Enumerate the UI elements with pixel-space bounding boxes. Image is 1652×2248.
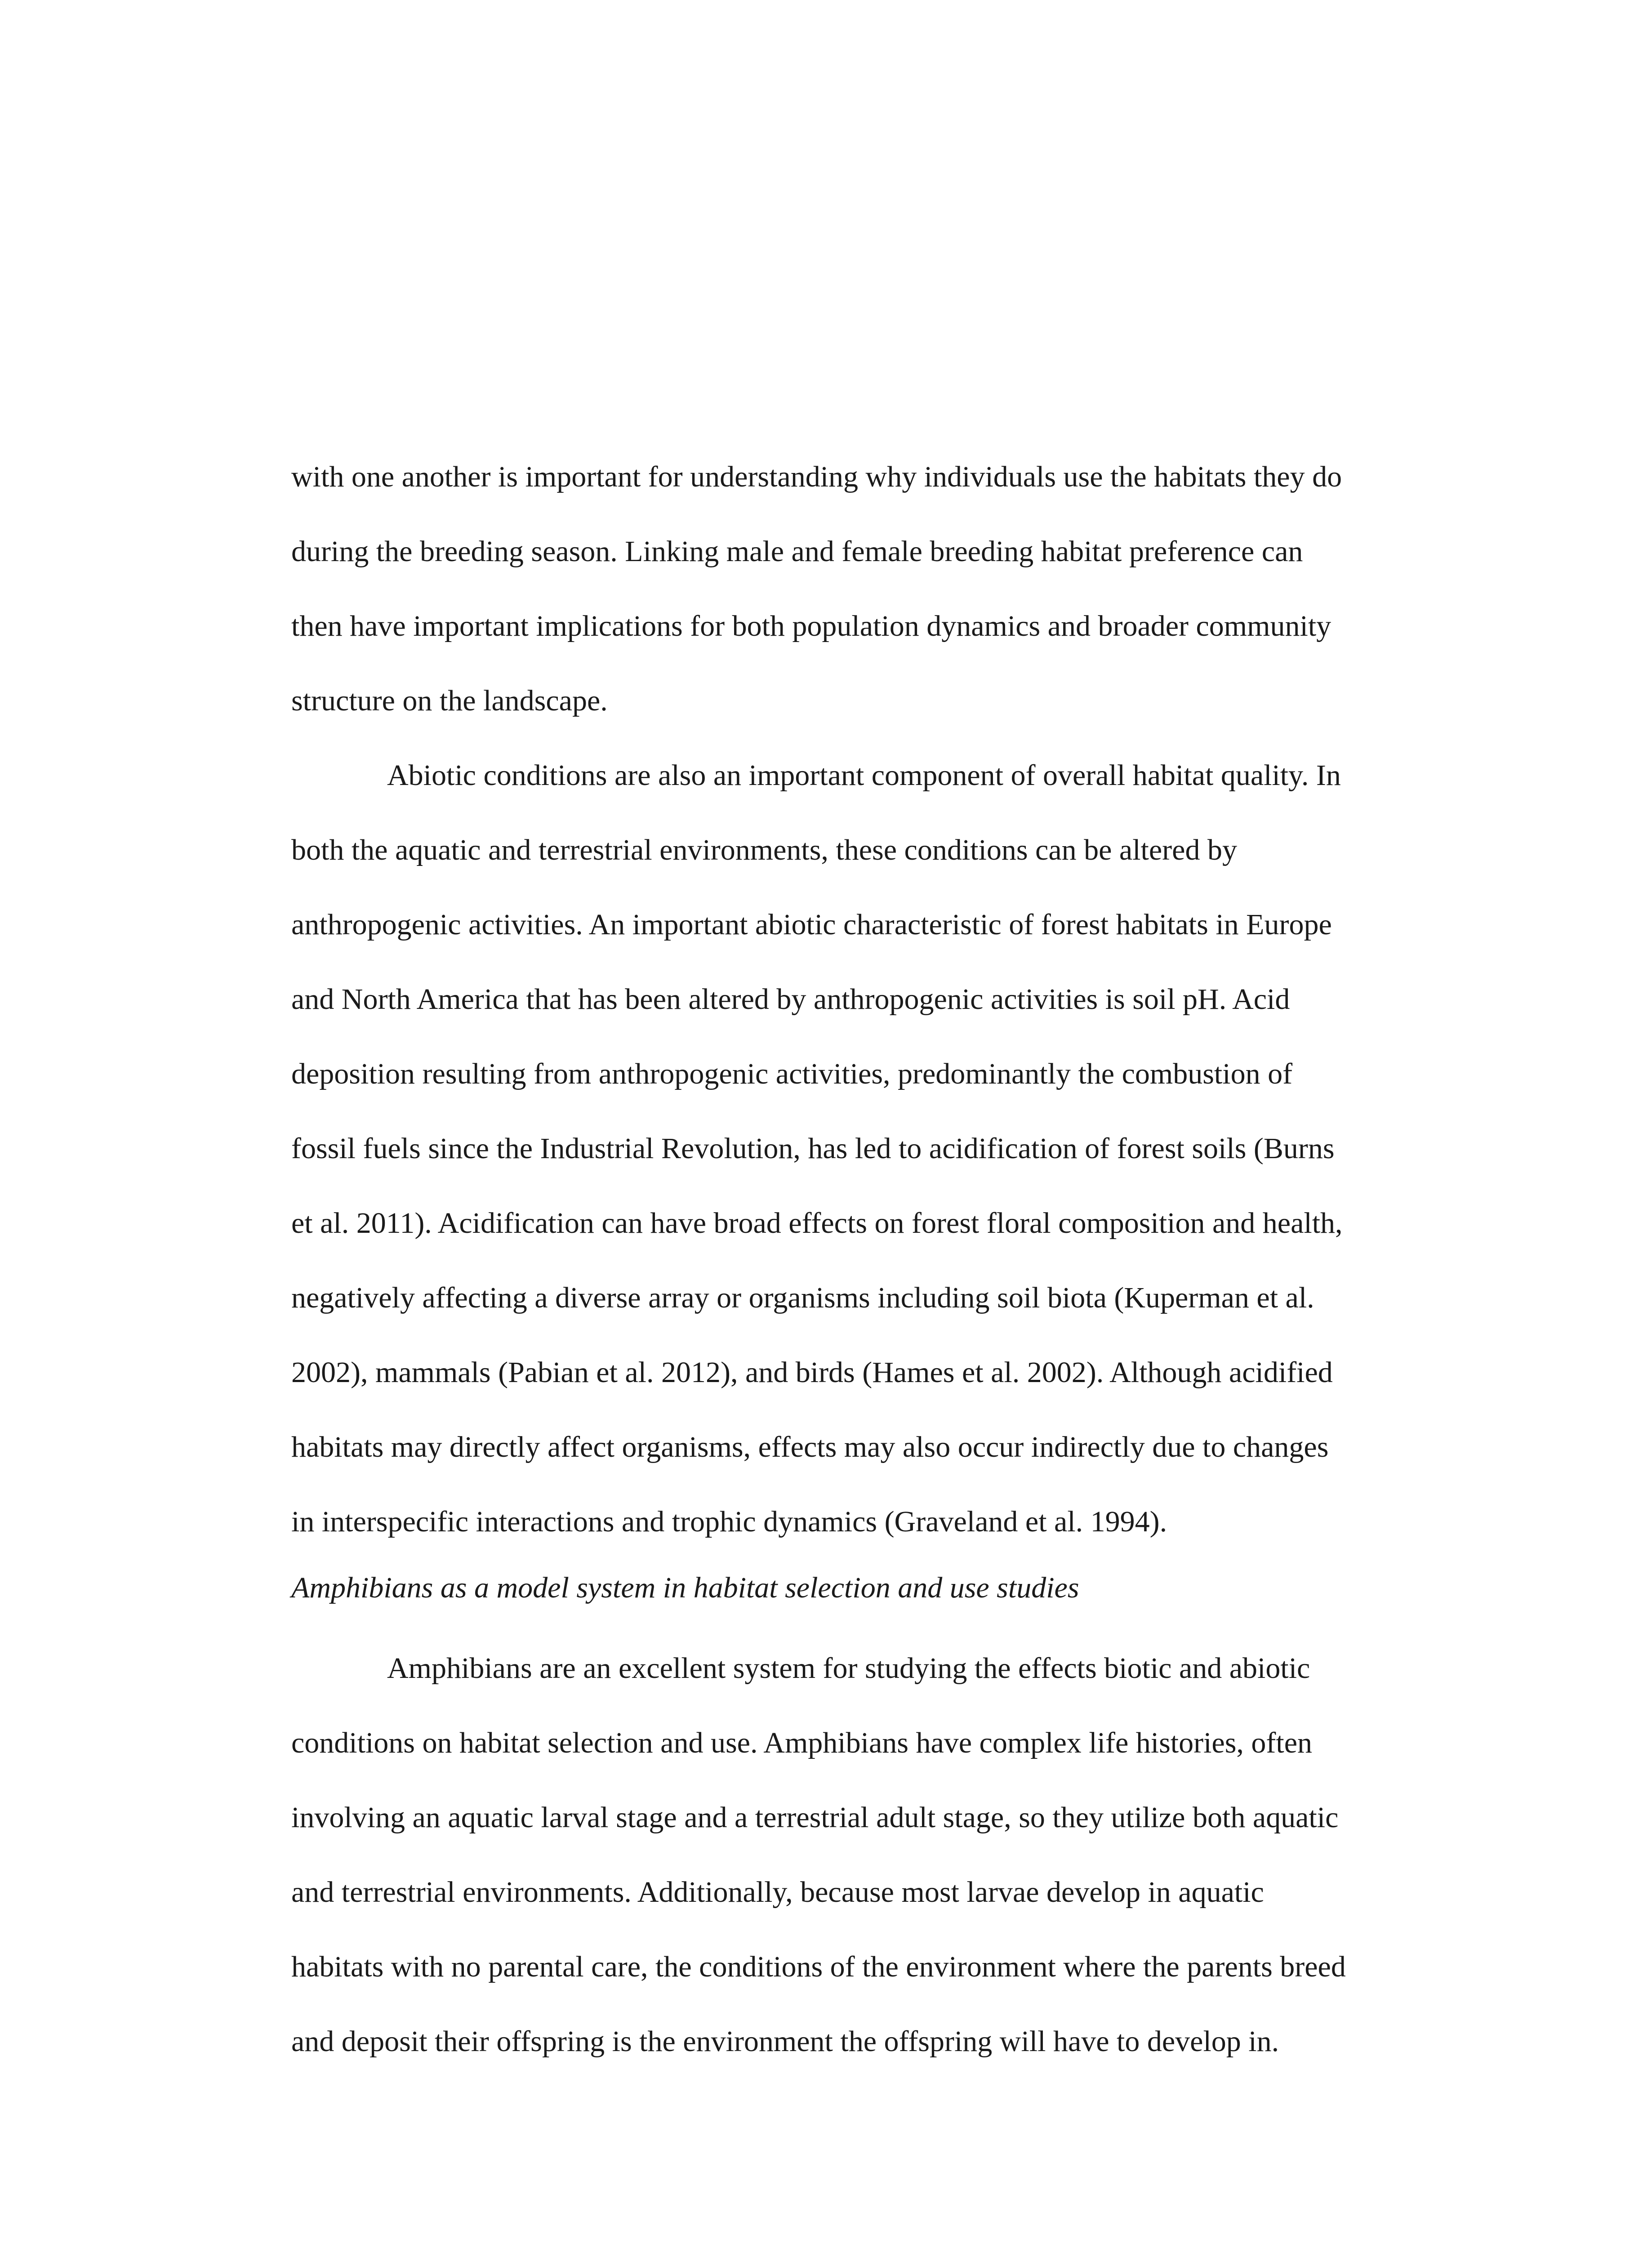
text-line: et al. 2011). Acidification can have broad effects on forest floral composition and health, xyxy=(291,1207,1343,1240)
paragraph-first-line: Amphibians are an excellent system for studying the effects biotic and abiotic xyxy=(387,1652,1310,1685)
text-line: with one another is important for understanding why individuals use the habitats they do xyxy=(291,460,1342,493)
section-heading: Amphibians as a model system in habitat selection and use studies xyxy=(291,1571,1079,1604)
text-line: and deposit their offspring is the environment the offspring will have to develop in. xyxy=(291,2025,1279,2058)
text-line: and North America that has been altered by anthropogenic activities is soil pH. Acid xyxy=(291,983,1290,1016)
text-line: anthropogenic activities. An important abiotic characteristic of forest habitats in Europe xyxy=(291,908,1332,941)
text-line: in interspecific interactions and trophic dynamics (Graveland et al. 1994). xyxy=(291,1505,1167,1538)
text-line: fossil fuels since the Industrial Revolution, has led to acidification of forest soils (Burns xyxy=(291,1132,1335,1165)
text-line: both the aquatic and terrestrial environments, these conditions can be altered by xyxy=(291,834,1237,866)
text-line: during the breeding season. Linking male and female breeding habitat preference can xyxy=(291,535,1303,568)
text-line: negatively affecting a diverse array or organisms including soil biota (Kuperman et al. xyxy=(291,1281,1314,1314)
text-line: 2002), mammals (Pabian et al. 2012), and birds (Hames et al. 2002). Although acidified xyxy=(291,1356,1333,1389)
text-line: deposition resulting from anthropogenic activities, predominantly the combustion of xyxy=(291,1057,1293,1090)
text-line: then have important implications for both population dynamics and broader community xyxy=(291,610,1331,642)
text-line: and terrestrial environments. Additionally, because most larvae develop in aquatic xyxy=(291,1876,1264,1909)
text-line: involving an aquatic larval stage and a terrestrial adult stage, so they utilize both aquatic xyxy=(291,1801,1339,1834)
paragraph-first-line: Abiotic conditions are also an important component of overall habitat quality. In xyxy=(387,759,1341,792)
text-line: habitats with no parental care, the conditions of the environment where the parents breed xyxy=(291,1950,1346,1983)
text-line: habitats may directly affect organisms, effects may also occur indirectly due to changes xyxy=(291,1431,1329,1463)
text-line: conditions on habitat selection and use. Amphibians have complex life histories, often xyxy=(291,1726,1313,1759)
body-text xyxy=(291,452,1442,2091)
text-line: structure on the landscape. xyxy=(291,684,608,717)
